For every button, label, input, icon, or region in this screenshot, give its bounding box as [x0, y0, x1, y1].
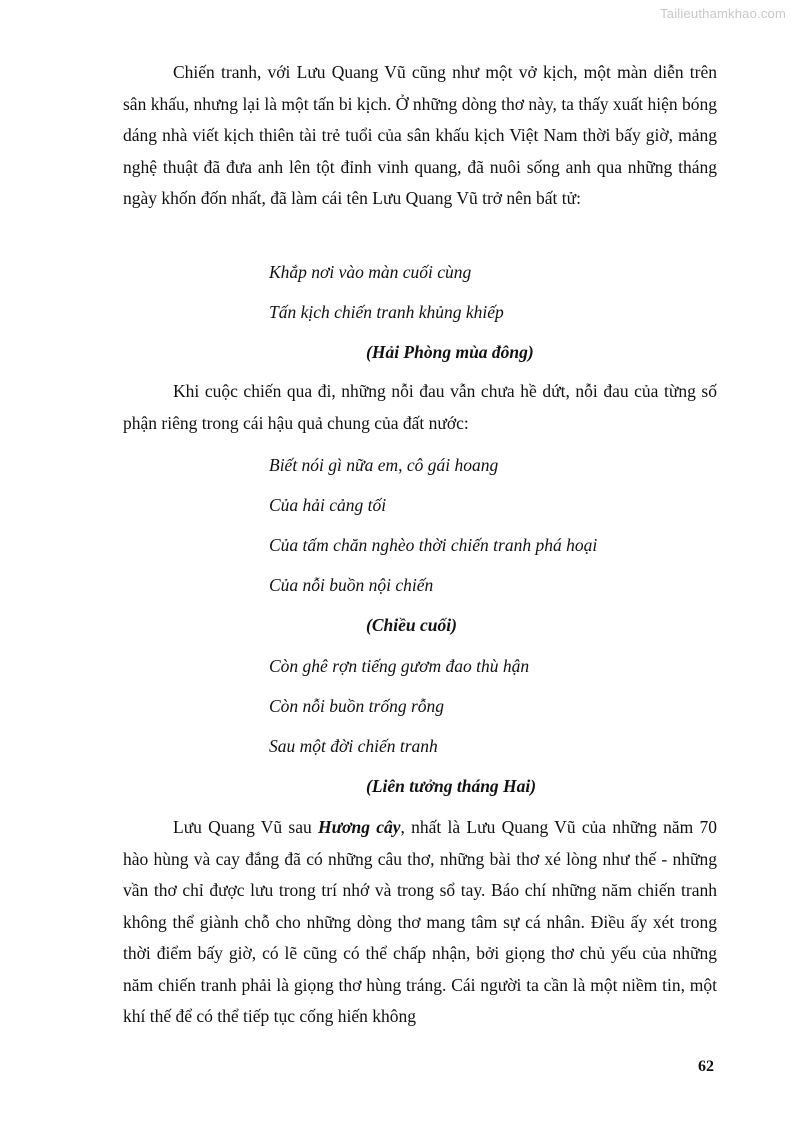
paragraph-3 [123, 812, 717, 1033]
paragraph-3-after: , nhất là Lưu Quang Vũ của những năm 70 hào hùng và cay đắng đã có những câu thơ, những bài thơ xé lòng như thế - những vần thơ chỉ được lưu trong trí nhớ và trong sổ tay. Báo chí những năm chiến tranh không thể giành chỗ cho những dòng thơ mang tâm sự cá nhân. Điều ấy xét trong thời điểm bấy giờ, có lẽ cũng có thể chấp nhận, bởi giọng thơ chủ yếu của những năm chiến tranh phải là giọng thơ hùng tráng. Cái người ta cần là một niềm tin, một khí thế để có thể tiếp tục cống hiến không [123, 817, 717, 1026]
poem-3-source: (Liên tưởng tháng Hai) [366, 776, 537, 796]
poem-1-line-1: Khắp nơi vào màn cuối cùng [269, 262, 472, 282]
poem-2-line-3: Của tấm chăn nghèo thời chiến tranh phá hoại [269, 535, 598, 555]
poem-1-line-2: Tấn kịch chiến tranh khủng khiếp [269, 302, 504, 322]
poem-3-line-1: Còn ghê rợn tiếng gươm đao thù hận [269, 656, 530, 676]
poem-2-line-2: Của hải cảng tối [269, 495, 387, 515]
poem-2-source: (Chiều cuối) [366, 615, 457, 635]
poem-1-source: (Hải Phòng mùa đông) [366, 342, 534, 362]
paragraph-2: Khi cuộc chiến qua đi, những nỗi đau vẫn chưa hề dứt, nỗi đau của từng số phận riêng trong cái hậu quả chung của đất nước: [123, 381, 717, 433]
poem-2-line-1: Biết nói gì nữa em, cô gái hoang [269, 455, 499, 475]
page-number: 62 [698, 1058, 714, 1075]
poem-2-line-4: Của nỗi buồn nội chiến [269, 575, 434, 595]
watermark: Tailieuthamkhao.com [660, 6, 786, 21]
paragraph-1: Chiến tranh, với Lưu Quang Vũ cũng như một vở kịch, một màn diễn trên sân khấu, nhưng lại là một tấn bi kịch. Ở những dòng thơ này, ta thấy xuất hiện bóng dáng nhà viết kịch thiên tài trẻ tuổi của sân khấu kịch Việt Nam thời bấy giờ, mảng nghệ thuật đã đưa anh lên tột đỉnh vinh quang, đã nuôi sống anh qua những tháng ngày khốn đốn nhất, đã làm cái tên Lưu Quang Vũ trở nên bất tử: [123, 62, 717, 208]
poem-collection-title: Hương cây [318, 817, 401, 837]
poem-3-line-2: Còn nỗi buồn trống rỗng [269, 696, 445, 716]
poem-3-line-3: Sau một đời chiến tranh [269, 736, 438, 756]
paragraph-3-before: Lưu Quang Vũ sau [173, 817, 318, 837]
